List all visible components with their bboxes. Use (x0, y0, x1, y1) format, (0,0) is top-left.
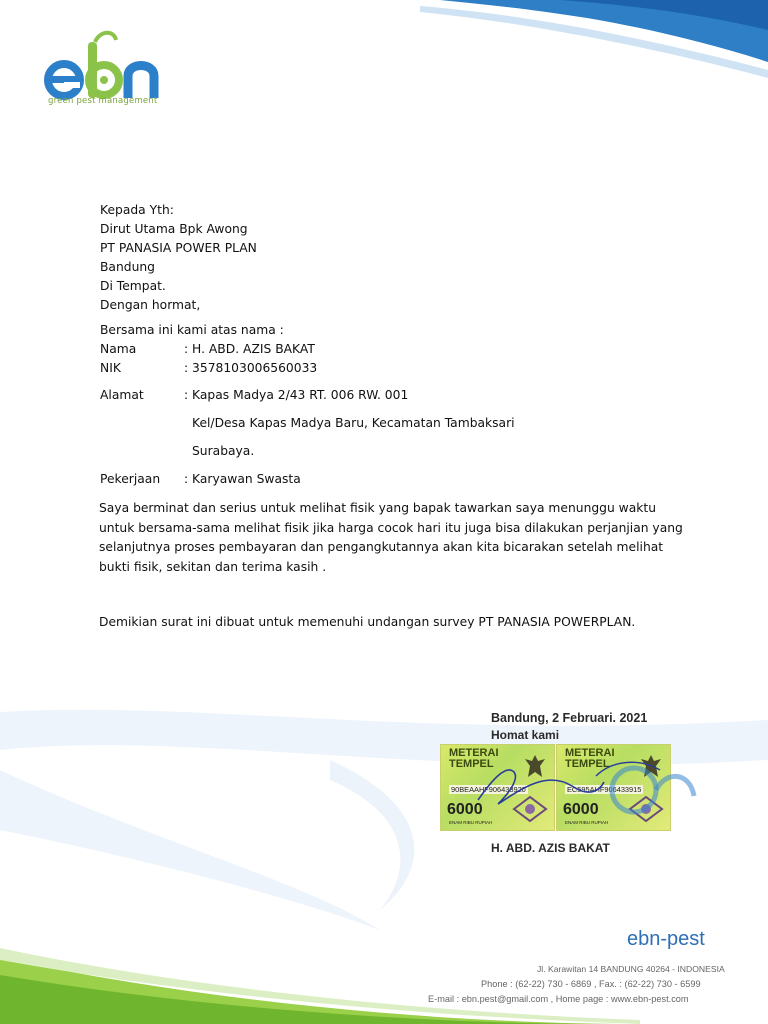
recipient-name: Dirut Utama Bpk Awong (100, 222, 248, 236)
recipient-city: Bandung (100, 260, 155, 274)
stamp-2-code: EC595AHF906433915 (567, 785, 642, 794)
regards: Homat kami (491, 728, 560, 742)
stamp-2-title1: METERAI (565, 747, 615, 759)
stamp-1-code: 90BEAAHF906433920 (451, 785, 526, 794)
stamp-2-value: 6000 (563, 801, 599, 818)
place-date: Bandung, 2 Februari. 2021 (491, 711, 648, 725)
intro-line: Bersama ini kami atas nama : (100, 323, 284, 337)
body-line-3: selanjutnya proses pembayaran dan pengangkutannya akan kita bicarakan setelah melihat (99, 540, 664, 555)
alamat-value: : Kapas Madya 2/43 RT. 006 RW. 001 (184, 388, 409, 402)
alamat-line3: Surabaya. (192, 444, 255, 458)
nama-label: Nama (100, 342, 137, 356)
logo-tagline: green pest management (48, 96, 158, 106)
stamp-1-title2: TEMPEL (449, 758, 494, 770)
pekerjaan-value: : Karyawan Swasta (184, 472, 301, 486)
greeting: Kepada Yth: (100, 203, 174, 217)
alamat-label: Alamat (100, 388, 144, 402)
alamat-line2: Kel/Desa Kapas Madya Baru, Kecamatan Tambaksari (192, 416, 515, 430)
stamp-2-title2: TEMPEL (565, 758, 610, 770)
footer-brand: ebn-pest (627, 928, 705, 950)
pekerjaan-label: Pekerjaan (100, 472, 161, 486)
seal-icon (612, 768, 656, 812)
body-line-1: Saya berminat dan serius untuk melihat fisik yang bapak tawarkan saya menunggu waktu (99, 501, 657, 515)
nik-label: NIK (100, 361, 121, 375)
stamp-1-words: ENAM RIBU RUPIAH (449, 820, 493, 825)
nik-value: : 3578103006560033 (184, 361, 318, 375)
stamp-1-title1: METERAI (449, 747, 499, 759)
recipient-place: Di Tempat. (100, 279, 166, 293)
footer-phone: Phone : (62-22) 730 - 6869 , Fax. : (62-22) 730 - 6599 (481, 979, 701, 989)
signature-scribble (478, 770, 604, 804)
footer-contact: E-mail : ebn.pest@gmail.com , Home page : www.ebn-pest.com (428, 994, 689, 1004)
body-line-2: untuk bersama-sama melihat fisik jika harga cocok hari itu juga bisa dilakukan perjanjian yang (99, 520, 683, 535)
footer-address: Jl. Karawitan 14 BANDUNG 40264 - INDONESIA (537, 964, 725, 974)
stamp-2-words: ENAM RIBU RUPIAH (565, 820, 609, 825)
body-line-4: bukti fisik, sekitan dan terima kasih . (99, 559, 327, 574)
closing-line: Demikian surat ini dibuat untuk memenuhi undangan survey PT PANASIA POWERPLAN. (99, 615, 636, 629)
signer-name: H. ABD. AZIS BAKAT (491, 841, 610, 855)
salutation: Dengan hormat, (100, 298, 201, 312)
recipient-company: PT PANASIA POWER PLAN (100, 241, 257, 255)
nama-value: : H. ABD. AZIS BAKAT (184, 342, 315, 356)
stamp-1-value: 6000 (447, 801, 483, 818)
